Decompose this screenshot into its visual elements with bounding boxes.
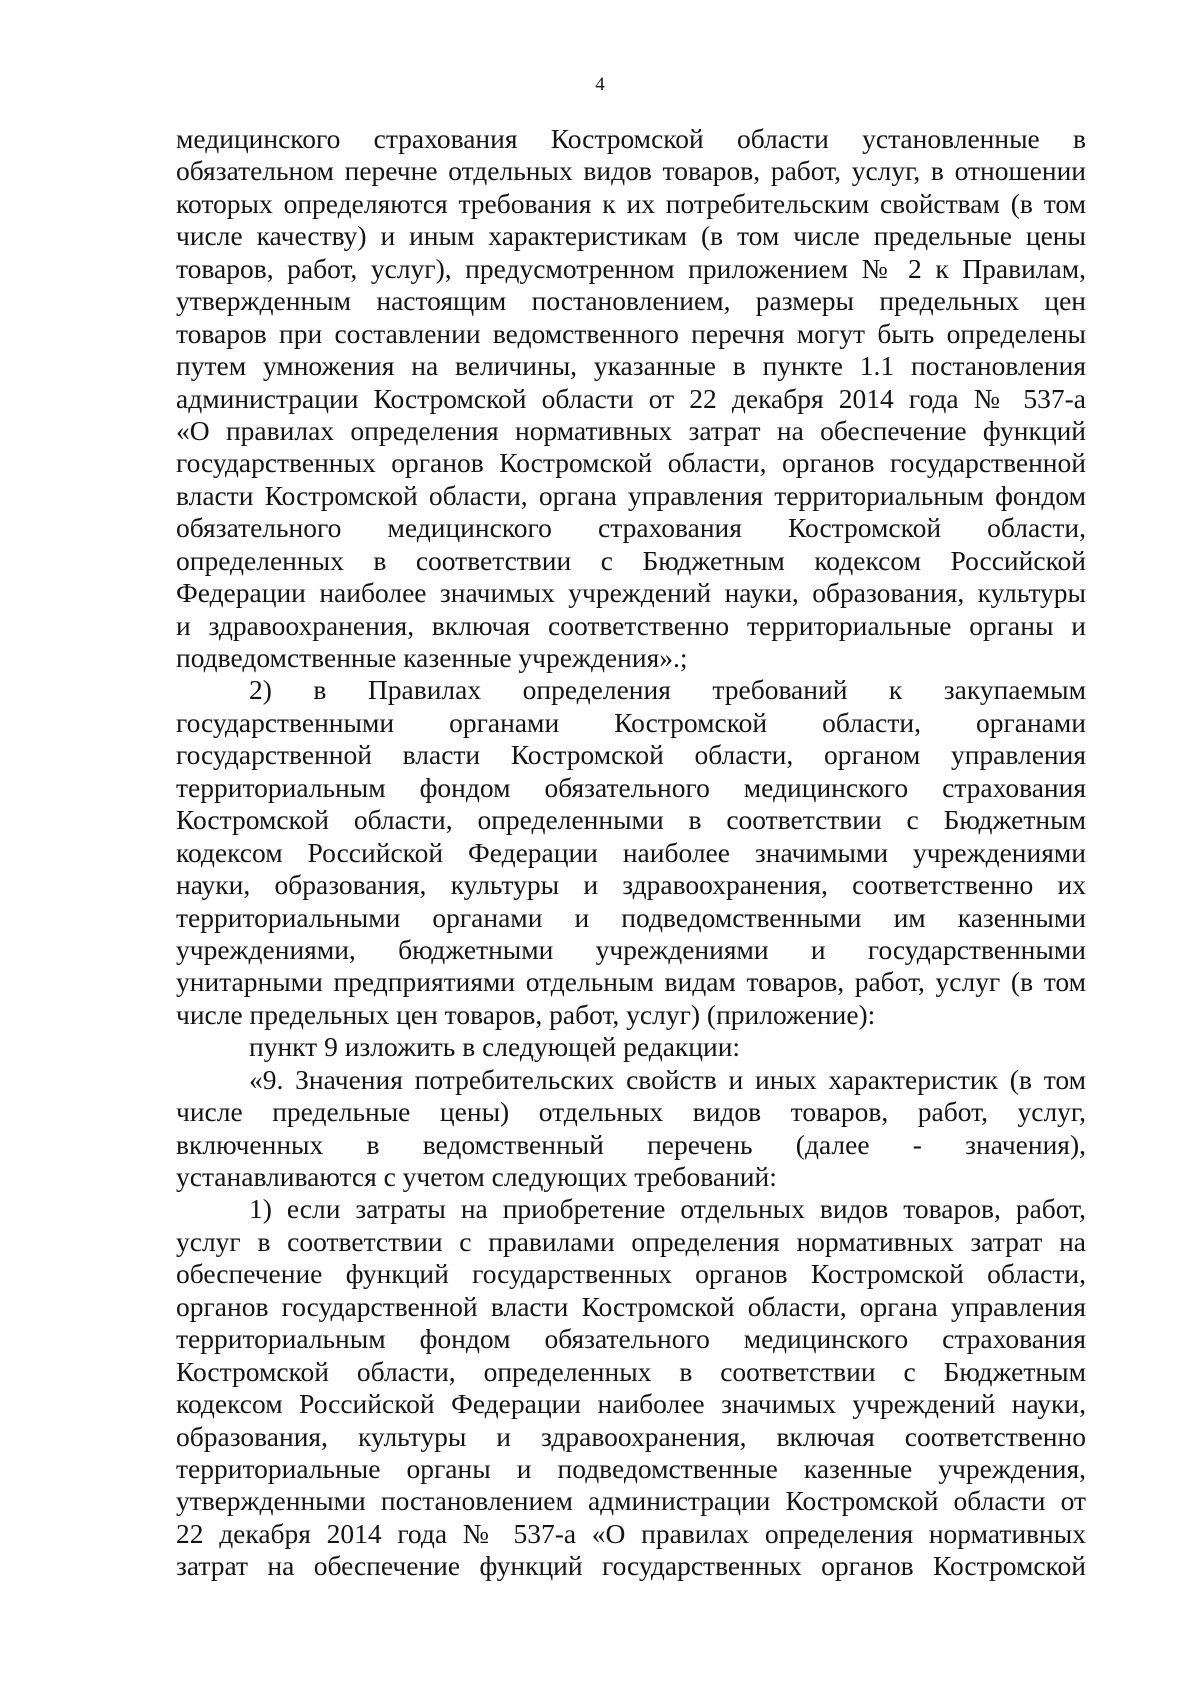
text-line: государственных органов Костромской области, органов государственной bbox=[176, 447, 1086, 479]
text-line: Костромской области, определенных в соответствии с Бюджетным bbox=[176, 1355, 1086, 1387]
text-line: государственной власти Костромской области, органом управления bbox=[176, 739, 1086, 771]
text-line: обязательном перечне отдельных видов товаров, работ, услуг, в отношении bbox=[176, 155, 1086, 187]
text-line: «О правилах определения нормативных затрат на обеспечение функций bbox=[176, 414, 1086, 446]
text-line: пункт 9 изложить в следующей редакции: bbox=[249, 1031, 741, 1063]
text-line: утвержденными постановлением администрации Костромской области от bbox=[176, 1485, 1086, 1517]
text-line: территориальным фондом обязательного медицинского страхования bbox=[176, 1323, 1086, 1355]
text-line: власти Костромской области, органа управления территориальным фондом bbox=[176, 479, 1086, 511]
text-line: кодексом Российской Федерации наиболее значимых учреждений науки, bbox=[176, 1388, 1086, 1420]
text-line: числе предельных цен товаров, работ, услуг) (приложение): bbox=[176, 998, 876, 1030]
text-line: администрации Костромской области от 22 декабря 2014 года № 537-а bbox=[176, 382, 1086, 414]
text-line: учреждениями, бюджетными учреждениями и государственными bbox=[176, 933, 1086, 965]
text-line: территориальными органами и подведомственными им казенными bbox=[176, 901, 1086, 933]
text-line: 2) в Правилах определения требований к закупаемым bbox=[249, 674, 1086, 706]
text-line: обеспечение функций государственных органов Костромской области, bbox=[176, 1258, 1086, 1290]
text-line: науки, образования, культуры и здравоохранения, соответственно их bbox=[176, 869, 1086, 901]
text-line: товаров при составлении ведомственного перечня могут быть определены bbox=[176, 317, 1086, 349]
text-line: числе качеству) и иным характеристикам (в том числе предельные цены bbox=[176, 220, 1086, 252]
text-line: государственными органами Костромской области, органами bbox=[176, 706, 1086, 738]
text-line: 1) если затраты на приобретение отдельных видов товаров, работ, bbox=[249, 1193, 1086, 1225]
text-line: унитарными предприятиями отдельным видам товаров, работ, услуг (в том bbox=[176, 966, 1086, 998]
text-line: Костромской области, определенными в соответствии с Бюджетным bbox=[176, 804, 1086, 836]
text-line: услуг в соответствии с правилами определения нормативных затрат на bbox=[176, 1225, 1086, 1257]
text-line: подведомственные казенные учреждения».; bbox=[176, 642, 688, 673]
text-line: утвержденным настоящим постановлением, размеры предельных цен bbox=[176, 285, 1086, 317]
text-line: Федерации наиболее значимых учреждений науки, образования, культуры bbox=[176, 577, 1086, 609]
text-line: кодексом Российской Федерации наиболее значимыми учреждениями bbox=[176, 836, 1086, 868]
text-line: числе предельные цены) отдельных видов товаров, работ, услуг, bbox=[176, 1096, 1086, 1128]
text-line: образования, культуры и здравоохранения, включая соответственно bbox=[176, 1420, 1086, 1452]
text-line: определенных в соответствии с Бюджетным кодексом Российской bbox=[176, 544, 1086, 576]
text-line: обязательного медицинского страхования Костромской области, bbox=[176, 512, 1086, 544]
text-line: которых определяются требования к их потребительским свойствам (в том bbox=[176, 187, 1086, 219]
text-line: 22 декабря 2014 года № 537-а «О правилах определения нормативных bbox=[176, 1517, 1086, 1549]
text-line: «9. Значения потребительских свойств и иных характеристик (в том bbox=[249, 1063, 1086, 1095]
text-line: устанавливаются с учетом следующих требований: bbox=[176, 1161, 777, 1192]
text-line: медицинского страхования Костромской области установленные в bbox=[176, 123, 1086, 154]
text-line: органов государственной власти Костромской области, органа управления bbox=[176, 1290, 1086, 1322]
text-line: затрат на обеспечение функций государственных органов Костромской bbox=[176, 1550, 1086, 1582]
text-line: включенных в ведомственный перечень (далее - значения), bbox=[176, 1128, 1086, 1160]
text-line: путем умножения на величины, указанные в пункте 1.1 постановления bbox=[176, 350, 1086, 382]
text-line: товаров, работ, услуг), предусмотренном приложением № 2 к Правилам, bbox=[176, 252, 1086, 284]
text-line: и здравоохранения, включая соответственно территориальные органы и bbox=[176, 609, 1086, 641]
document-body bbox=[176, 123, 1086, 1583]
text-line: территориальные органы и подведомственные казенные учреждения, bbox=[176, 1452, 1086, 1484]
text-line: территориальным фондом обязательного медицинского страхования bbox=[176, 771, 1086, 803]
page-number: 4 bbox=[595, 74, 605, 95]
